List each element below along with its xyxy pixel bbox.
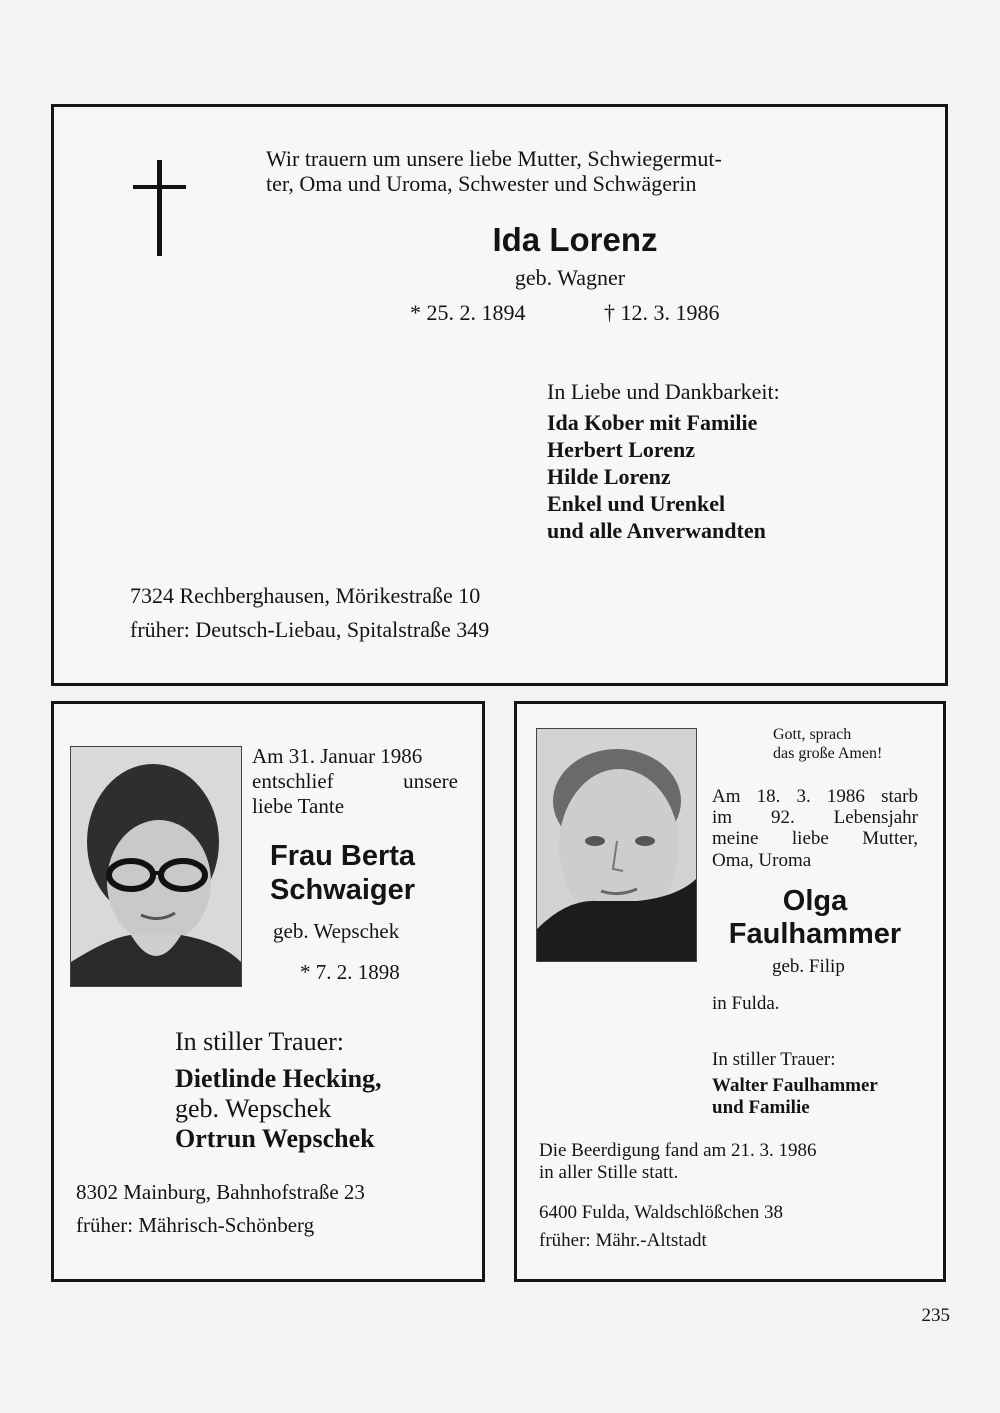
berta-address-line1: 8302 Mainburg, Bahnhofstraße 23 xyxy=(76,1180,365,1204)
olga-text-line3: meine liebe Mutter, xyxy=(712,828,918,849)
berta-date-line1: Am 31. Januar 1986 xyxy=(252,744,423,768)
ida-mourner-3: Hilde Lorenz xyxy=(547,464,671,489)
ida-name: Ida Lorenz xyxy=(492,221,658,258)
olga-text-line4: Oma, Uroma xyxy=(712,850,812,871)
berta-mourner-1-maiden: geb. Wepschek xyxy=(175,1094,332,1123)
olga-quote-line2: das große Amen! xyxy=(773,745,883,762)
berta-name-line1: Frau Berta xyxy=(270,840,416,872)
berta-mourner-1: Dietlinde Hecking, xyxy=(175,1064,382,1093)
ida-address-line1: 7324 Rechberghausen, Mörikestraße 10 xyxy=(130,583,481,608)
olga-funeral-line1: Die Beerdigung fand am 21. 3. 1986 xyxy=(539,1140,817,1161)
ida-mourner-5: und alle Anverwandten xyxy=(547,518,766,543)
olga-address-line1: 6400 Fulda, Waldschlößchen 38 xyxy=(539,1202,784,1223)
berta-date-line3: liebe Tante xyxy=(252,794,345,818)
ida-mourner-1: Ida Kober mit Familie xyxy=(547,410,758,435)
portrait-image xyxy=(537,729,696,961)
ida-intro-line1: Wir trauern um unsere liebe Mutter, Schwiegermut- xyxy=(266,146,722,171)
portrait-photo-berta xyxy=(70,746,242,987)
ida-mourner-2: Herbert Lorenz xyxy=(547,437,696,462)
ida-birth-date: * 25. 2. 1894 xyxy=(410,300,526,325)
olga-maiden-name: geb. Filip xyxy=(772,956,845,977)
olga-text-line2: im 92. Lebensjahr xyxy=(712,807,918,828)
ida-mourner-4: Enkel und Urenkel xyxy=(547,491,726,516)
berta-maiden-name: geb. Wepschek xyxy=(273,919,400,943)
berta-mourner-2: Ortrun Wepschek xyxy=(175,1124,375,1153)
ida-intro-line2: ter, Oma und Uroma, Schwester und Schwägerin xyxy=(266,171,697,196)
olga-mourner-line2: und Familie xyxy=(712,1097,810,1118)
berta-date-line2: entschlief unsere xyxy=(252,769,458,793)
olga-quote-line1: Gott, sprach xyxy=(773,726,852,743)
ida-maiden-name: geb. Wagner xyxy=(514,265,626,290)
olga-name-line1: Olga xyxy=(782,885,848,917)
berta-name-line2: Schwaiger xyxy=(270,874,416,906)
ida-address-line2: früher: Deutsch-Liebau, Spitalstraße 349 xyxy=(130,617,490,642)
ida-thanks-heading: In Liebe und Dankbarkeit: xyxy=(547,379,780,404)
olga-name-line2: Faulhammer xyxy=(728,918,902,950)
olga-place: in Fulda. xyxy=(712,993,780,1014)
olga-text-line1: Am 18. 3. 1986 starb xyxy=(712,786,918,807)
olga-mourning-heading: In stiller Trauer: xyxy=(712,1049,836,1070)
berta-birth-date: * 7. 2. 1898 xyxy=(300,960,400,984)
olga-mourner-line1: Walter Faulhammer xyxy=(712,1075,878,1096)
berta-mourning-heading: In stiller Trauer: xyxy=(175,1027,344,1056)
olga-funeral-line2: in aller Stille statt. xyxy=(539,1162,679,1183)
portrait-image xyxy=(71,747,241,986)
portrait-photo-olga xyxy=(536,728,697,962)
olga-address-line2: früher: Mähr.-Altstadt xyxy=(539,1230,707,1251)
ida-death-date: † 12. 3. 1986 xyxy=(604,300,720,325)
page-number: 235 xyxy=(921,1305,950,1326)
berta-address-line2: früher: Mährisch-Schönberg xyxy=(76,1213,315,1237)
